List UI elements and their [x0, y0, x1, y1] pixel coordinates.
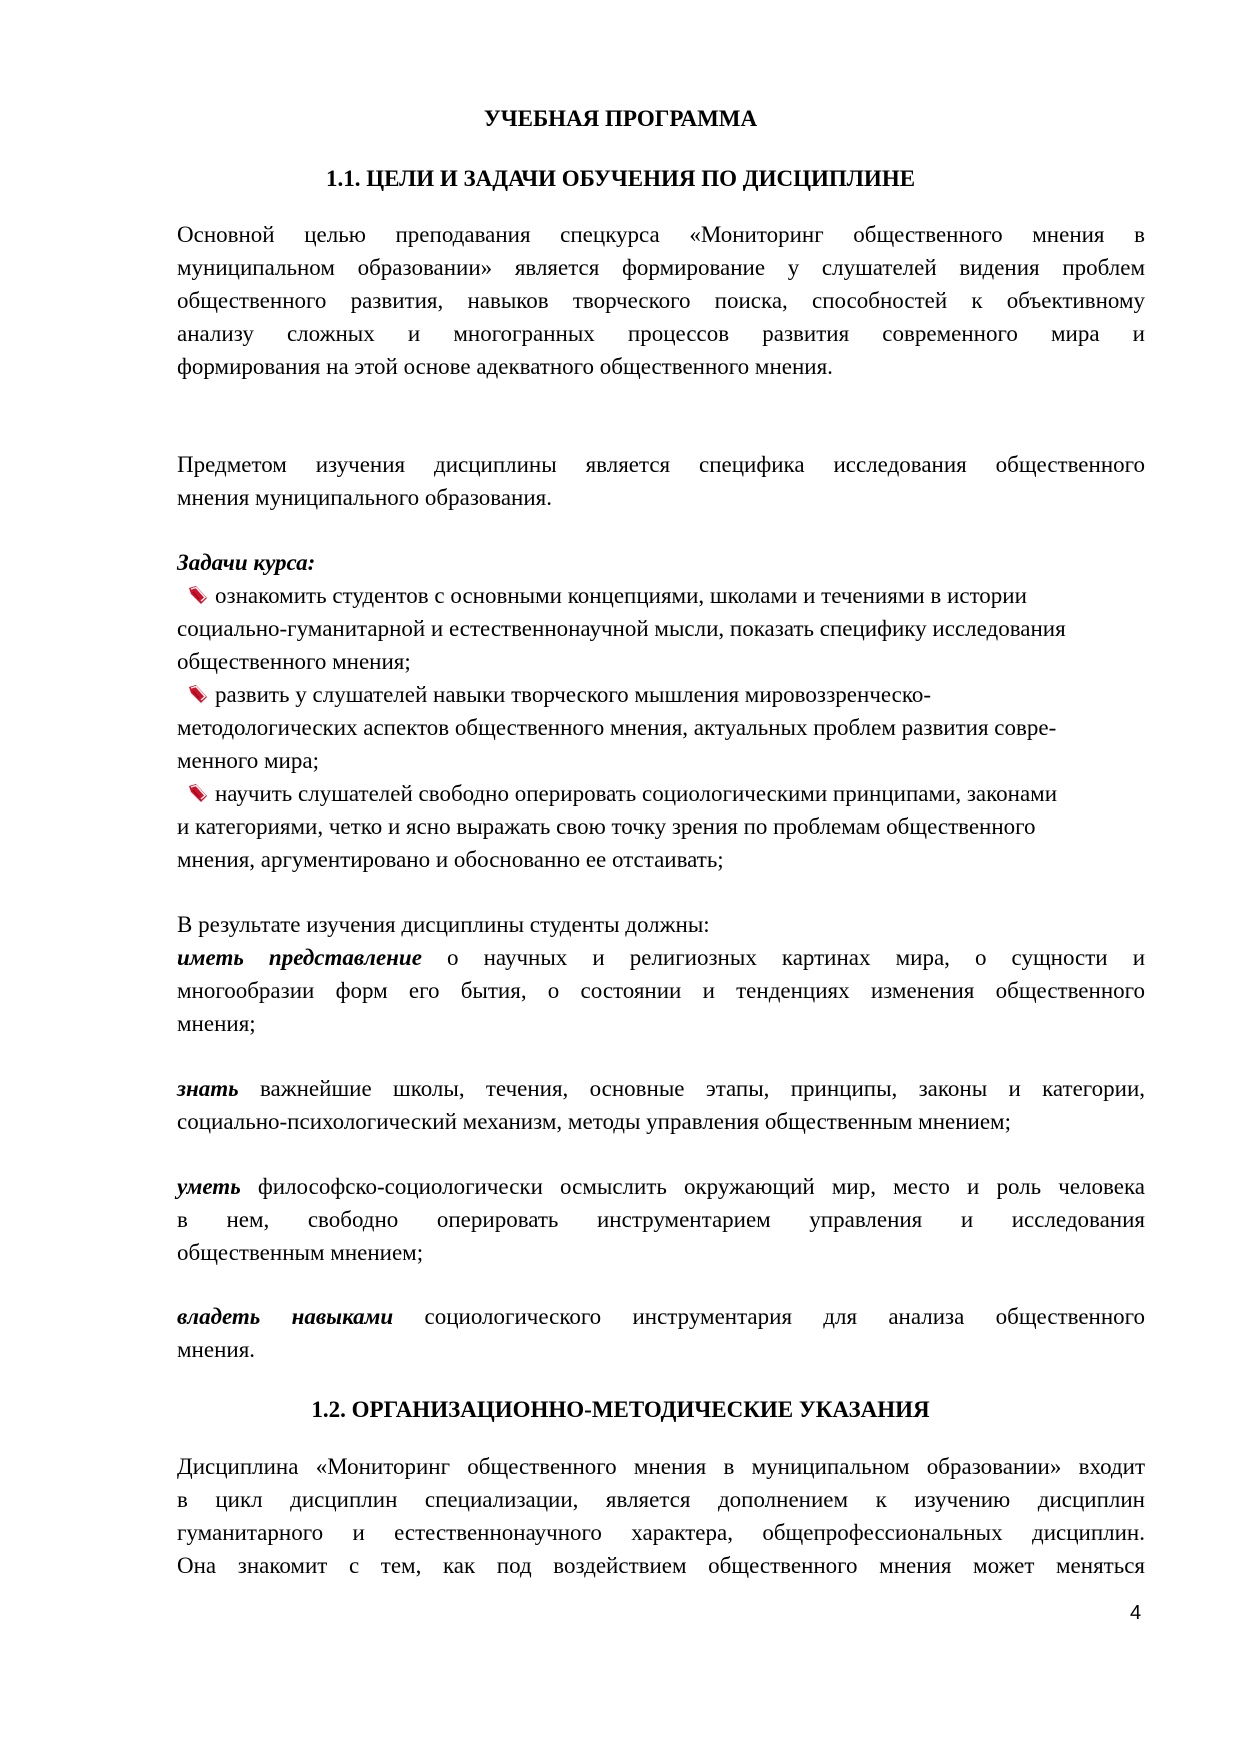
section-heading-1-2: 1.2. ОРГАНИЗАЦИОННО-МЕТОДИЧЕСКИЕ УКАЗАНИЯ [311, 1397, 930, 1422]
red-pointer-bullet-icon [187, 782, 209, 804]
result-term: уметь [177, 1174, 241, 1199]
result-line [177, 941, 1145, 974]
organization-line: гуманитарного и естественнонаучного характера, общепрофессиональных дисциплин. [177, 1520, 1145, 1545]
task-line: социально-гуманитарной и естественнонаучной мысли, показать специфику исследования [177, 616, 1066, 641]
result-line [177, 1300, 1145, 1333]
goal-paragraph [177, 218, 1145, 383]
result-text: социологического инструментария для анализа общественного [424, 1304, 1146, 1329]
red-pointer-bullet-icon [187, 584, 209, 606]
goal-line: общественного развития, навыков творческого поиска, способностей к объективному [177, 288, 1145, 313]
goal-line: муниципальном образовании» является формирование у слушателей видения проблем [177, 255, 1145, 280]
result-line [177, 1072, 1145, 1105]
result-text: о научных и религиозных картинах мира, о сущности и [447, 945, 1146, 970]
task-item [177, 777, 1145, 810]
result-term: знать [177, 1076, 239, 1101]
task-line: научить слушателей свободно оперировать социологическими принципами, законами [215, 781, 1058, 806]
task-line: менного мира; [177, 748, 319, 773]
organization-paragraph [177, 1450, 1145, 1582]
task-line: методологических аспектов общественного мнения, актуальных проблем развития совре- [177, 715, 1057, 740]
organization-line: Дисциплина «Мониторинг общественного мнения в муниципальном образовании» входит [177, 1454, 1145, 1479]
section-heading-1-1: 1.1. ЦЕЛИ И ЗАДАЧИ ОБУЧЕНИЯ ПО ДИСЦИПЛИНЕ [325, 166, 916, 191]
goal-line: формирования на этой основе адекватного общественного мнения. [177, 354, 833, 379]
result-term: владеть навыками [177, 1304, 394, 1329]
results-section [177, 908, 1145, 1040]
result-line: в нем, свободно оперировать инструментарием управления и исследования [177, 1207, 1145, 1232]
result-line: многообразии форм его бытия, о состоянии и тенденциях изменения общественного [177, 978, 1145, 1003]
result-can [177, 1170, 1145, 1269]
task-line: и категориями, четко и ясно выражать свою точку зрения по проблемам общественного [177, 814, 1036, 839]
result-master [177, 1300, 1145, 1366]
task-line: общественного мнения; [177, 649, 411, 674]
subject-paragraph [177, 448, 1145, 514]
page-number: 4 [1130, 1602, 1142, 1624]
result-know [177, 1072, 1145, 1138]
task-line: ознакомить студентов с основными концепциями, школами и течениями в истории [215, 583, 1027, 608]
result-line: социально-психологический механизм, методы управления общественным мнением; [177, 1109, 1011, 1134]
tasks-section [177, 546, 1145, 876]
result-text: философско-социологически осмыслить окружающий мир, место и роль человека [257, 1174, 1146, 1199]
task-line: мнения, аргументировано и обоснованно ее отстаивать; [177, 847, 724, 872]
subject-line: Предметом изучения дисциплины является специфика исследования общественного [177, 452, 1145, 477]
result-line: общественным мнением; [177, 1240, 424, 1265]
subject-line: мнения муниципального образования. [177, 485, 552, 510]
result-line: мнения; [177, 1011, 256, 1036]
result-term: иметь представление [177, 945, 422, 970]
result-line: мнения. [177, 1337, 256, 1362]
goal-line: Основной целью преподавания спецкурса «Мониторинг общественного мнения в [177, 222, 1145, 247]
results-intro: В результате изучения дисциплины студенты должны: [177, 912, 710, 937]
organization-line: Она знакомит с тем, как под воздействием общественного мнения может меняться [177, 1553, 1145, 1578]
page-title: УЧЕБНАЯ ПРОГРАММА [483, 106, 758, 131]
result-line [177, 1170, 1145, 1203]
tasks-title: Задачи курса: [177, 550, 316, 575]
task-item [177, 579, 1145, 612]
result-text: важнейшие школы, течения, основные этапы, принципы, законы и категории, [259, 1076, 1146, 1101]
goal-line: анализу сложных и многогранных процессов развития современного мира и [177, 321, 1145, 346]
task-line: развить у слушателей навыки творческого мышления мировоззренческо- [215, 682, 932, 707]
organization-line: в цикл дисциплин специализации, является дополнением к изучению дисциплин [177, 1487, 1145, 1512]
task-item [177, 678, 1145, 711]
red-pointer-bullet-icon [187, 683, 209, 705]
